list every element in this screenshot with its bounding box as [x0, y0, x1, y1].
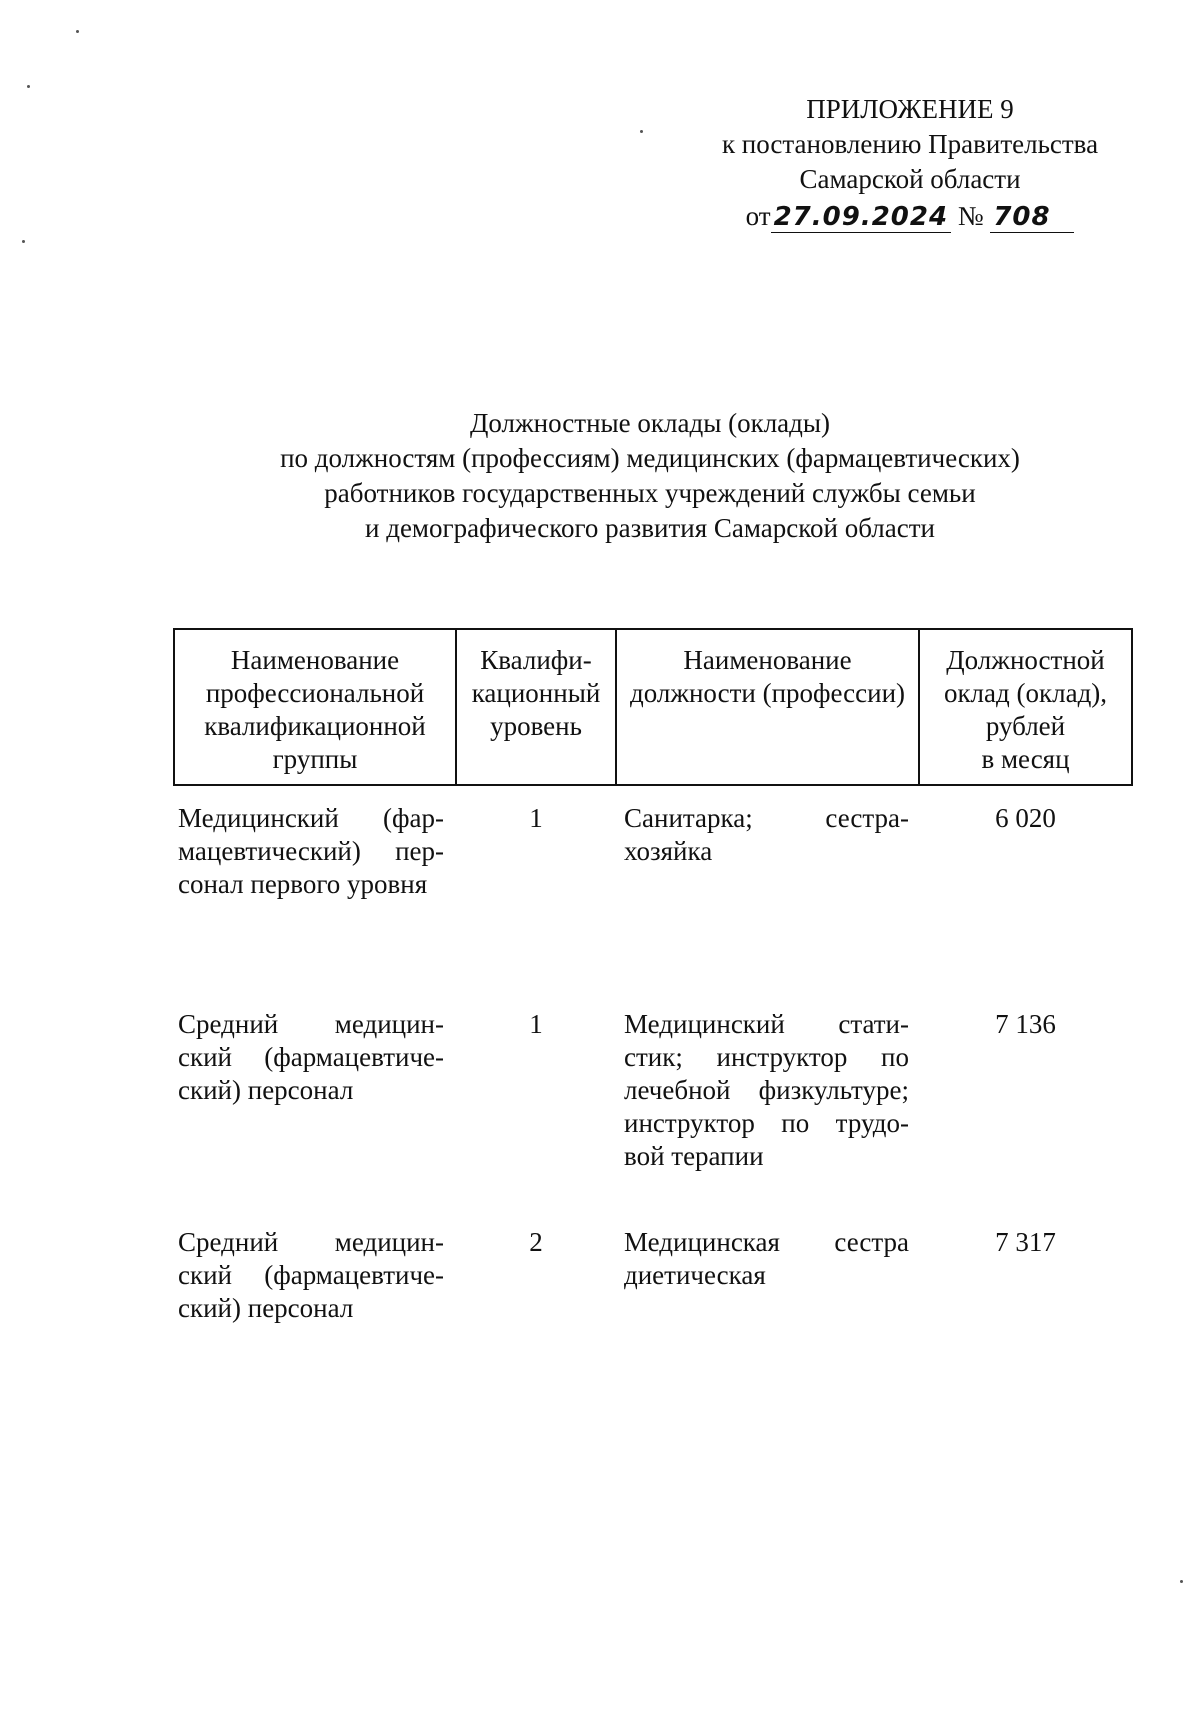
number-sign: № — [957, 201, 984, 231]
table-header-row — [174, 629, 1132, 785]
scan-speck — [76, 30, 79, 33]
table-row — [174, 998, 1132, 1216]
cell-salary: 6 020 — [995, 803, 1056, 833]
cell-position-name: Медицинская сестра диетическая — [624, 1227, 909, 1290]
appendix-date-line — [690, 199, 1130, 234]
handwritten-number: 708 — [990, 202, 1074, 233]
cell-group-name: Медицинский (фар-мацевтический) пер-сонал первого уровня — [178, 803, 444, 899]
cell-position-name: Медицинский стати-стик; инструктор по лечебной физкультуре; инструктор по трудо-вой терапии — [624, 1009, 909, 1171]
cell-group-name: Средний медицин-ский (фармацевтиче-ский) персонал — [178, 1009, 444, 1105]
appendix-resolution-line: к постановлению Правительства — [721, 129, 1099, 159]
table-row — [174, 785, 1132, 998]
header-position-name: Наименование должности (профессии) — [616, 629, 919, 785]
scan-speck — [1180, 1580, 1183, 1583]
title-line-1: Должностные оклады (оклады) — [469, 408, 831, 438]
header-salary: Должностной оклад (оклад), рублей в месяц — [919, 629, 1132, 785]
date-prefix: от — [745, 201, 771, 231]
scan-speck — [27, 85, 30, 88]
title-line-2: по должностям (профессиям) медицинских (фармацевтических) — [280, 443, 1020, 473]
scan-speck — [640, 130, 643, 133]
cell-salary: 7 317 — [995, 1227, 1056, 1257]
appendix-region-line: Самарской области — [799, 164, 1021, 194]
handwritten-date: 27.09.2024 — [771, 202, 951, 233]
header-group-name: Наименование профессиональной квалификационной группы — [174, 629, 456, 785]
header-qualification-level: Квалифи- кационный уровень — [456, 629, 616, 785]
scan-speck — [22, 240, 25, 243]
cell-qualification-level: 2 — [529, 1227, 543, 1257]
appendix-header — [690, 92, 1130, 234]
title-line-3: работников государственных учреждений службы семьи — [324, 478, 976, 508]
table-row — [174, 1216, 1132, 1336]
cell-position-name: Санитарка; сестра-хозяйка — [624, 803, 909, 866]
salary-table — [173, 628, 1133, 1336]
cell-group-name: Средний медицин-ский (фармацевтиче-ский) персонал — [178, 1227, 444, 1323]
cell-qualification-level: 1 — [529, 1009, 543, 1039]
cell-qualification-level: 1 — [529, 803, 543, 833]
document-title — [150, 406, 1150, 546]
appendix-title: ПРИЛОЖЕНИЕ 9 — [806, 94, 1014, 124]
title-line-4: и демографического развития Самарской области — [365, 513, 935, 543]
cell-salary: 7 136 — [995, 1009, 1056, 1039]
